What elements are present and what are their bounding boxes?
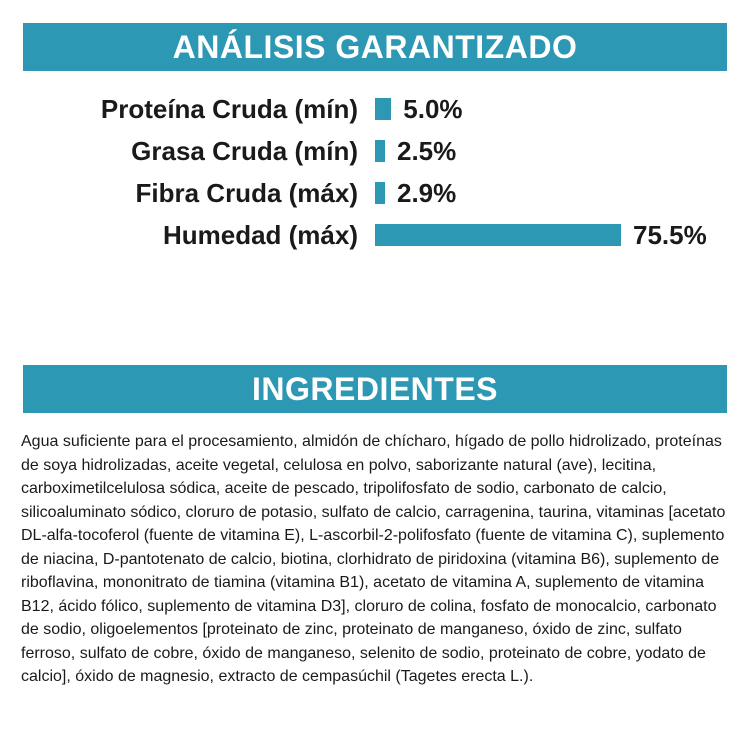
value-label: 2.5% — [397, 136, 457, 166]
bar — [375, 224, 621, 246]
value-label: 2.9% — [397, 178, 457, 208]
bar — [375, 140, 385, 162]
bar — [375, 98, 391, 120]
value-label: 75.5% — [633, 220, 707, 250]
category-label: Fibra Cruda (máx) — [135, 178, 358, 208]
bar-row — [0, 218, 750, 252]
ingredients-banner — [23, 365, 727, 413]
bar — [375, 182, 385, 204]
category-label: Proteína Cruda (mín) — [100, 94, 358, 124]
bar-row — [0, 92, 750, 126]
category-label: Humedad (máx) — [162, 220, 358, 250]
bar-row — [0, 134, 750, 168]
ingredients-text: Agua suficiente para el procesamiento, almidón de chícharo, hígado de pollo hidrolizado, proteínas de soya hidrolizadas, aceite vegetal, celulosa en polvo, saborizante natural (ave), lecitina, carboximetilcelulosa sódica, aceite de pescado, tripolifosfato de sodio, carbonato de calcio, silicoaluminato sódico, cloruro de potasio, sulfato de calcio, carragenina, taurina, vitaminas [acetato DL-alfa-tocoferol (fuente de vitamina E), L-ascorbil-2-polifosfato (fuente de vitamina C), suplemento de niacina, D-pantotenato de calcio, biotina, clorhidrato de piridoxina (vitamina B6), suplemento de riboflavina, mononitrato de tiamina (vitamina B1), acetato de vitamina A, suplemento de vitamina B12, ácido fólico, suplemento de vitamina D3], cloruro de colina, fosfato de monocalcio, carbonato de sodio, oligoelementos [proteinato de zinc, proteinato de manganeso, óxido de zinc, sulfato ferroso, sulfato de cobre, óxido de manganeso, selenito de sodio, proteinato de cobre, yodato de calcio], óxido de magnesio, extracto de cempasúchil (Tagetes erecta L.). — [21, 433, 726, 685]
ingredients-title: INGREDIENTES — [251, 370, 499, 407]
bar-row — [0, 176, 750, 210]
analysis-banner — [23, 23, 727, 71]
category-label: Grasa Cruda (mín) — [131, 136, 358, 166]
value-label: 5.0% — [403, 94, 463, 124]
analysis-title: ANÁLISIS GARANTIZADO — [172, 28, 578, 65]
